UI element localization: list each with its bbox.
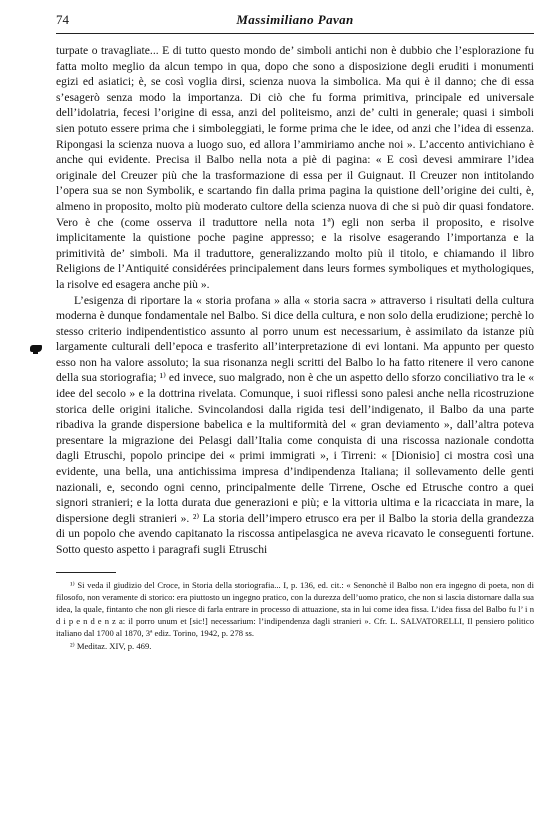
paragraph-continuation: turpate o travagliate... E di tutto questo mondo de’ simboli antichi non è dubbio che l’esplorazione fu fatta molto meglio da alcun tempo in qua, dopo che sono a disposizione degli eruditi i monumenti egizi ed asiatici; è, se così voglia dirsi, scienza nuova la simbolica. Ma qui è il danno; che di essa s’esagerò senza modo la importanza. Di ciò che fu forma primitiva, principale ed universale dell’idolatria, fecesi l’origine di essa, anzi del politeismo, anzi de’ culti in generale; quasi i simboli sien potuto essere prima che i simboleggiati, le forme prima che le idee, od anzi che l’idea di essenza. Ripongasi la scienza nuova a luogo suo, ed allora l’ammiriamo anche noi ». L’accento antivichiano è anche qui evidente. Precisa il Balbo nella nota a piè di pagina: « E così devesi ammirare l’idea originale del Creuzer più che la trasformazione di essa per il Guignaut. Il Creuzer non intitolando l’opera sua se non Symbolik, e scartando fin dalla prima pagina la quistione dell’origine dei culti, è, almeno in proposito, molto più moderato cultore della scienza nuova di che si può dir quasi fondatore. Vero è che (come osserva il traduttore nella nota 1ª) egli non serba il proposito, e risolve implicitamente la quistione poche pagine appresso; e la risolve esagerando l’importanza e la primitività de’ simboli. Ma il traduttore, generalizzando molto più il titolo, e chiamando il libro Religions de l’Antiquité considérées principalement dans leurs formes symboliques et mythologiques, la risolve ed esagera anche più ». [56,44,534,291]
running-title: Massimiliano Pavan [236,12,354,27]
body-text [56,43,534,558]
page-number: 74 [56,12,69,27]
header-divider [56,33,534,34]
footnote-2: ²⁾ Meditaz. XIV, p. 469. [70,640,152,651]
footnotes [56,579,534,652]
margin-mark-icon [30,345,42,352]
footnote-1: ¹⁾ Si veda il giudizio del Croce, in Storia della storiografia... I, p. 136, ed. cit.: « Senonchè il Balbo non era ingegno di poeta, non di filosofo, non veramente di storico: era piuttosto un ingegno pratico, con la durezza dell’uomo pratico, che non si lascia distornare dalla sua idea, la quale, fintanto che non gli riesce di farla entrare in processo di attuazione, sta in lui come idea fissa. L’idea fissa del Balbo fu l’ i n d i p e n d e n z a: il porro unum et [sic!] necessarium: l’indipendenza dagli stranieri ». Cfr. L. SALVATORELLI, Il pensiero politico italiano dal 1700 al 1870, 3ª ediz. Torino, 1942, p. 278 ss. [56,579,534,639]
paragraph: L’esigenza di riportare la « storia profana » alla « storia sacra » attraverso i risultati della cultura moderna è dunque fondamentale nel Balbo. Si dice della cultura, e non solo della erudizione; perchè lo stesso criterio indipendentistico assunto al porro unum est necessarium, è assimilato da istanze più largamente culturali dell’epoca e trasferito all’interpretazione di evi lontani. Ma appunto per questo esso non ha valore assoluto; la sua risonanza negli scritti del Balbo lo ha fatto ritenere il vero canone della sua storiografia; ¹⁾ ed invece, suo malgrado, non è che un aspetto dello sforzo conciliativo tra le « idee del secolo » e la dottrina rivelata. Comunque, i suoi riflessi sono palesi anche nella ricostruzione storica delle origini italiche. Svincolandosi dalla rigida tesi dell’indigenato, il Balbo da una parte ribadiva la grande dispersione babelica e la multiformità del « gran deviamento », dall’altra poteva presentare la migrazione dei Pelasgi dall’Italia come conquista di una riscossa nazionale condotta dagli Etruschi, popolo principe dei « primi immigrati », i Tirreni: « [Dionisio] ci mostra così una evidente, una bella, una antichissima impresa d’indipendenza Italiana; il sollevamento delle genti nazionali, e, secondo ogni cenno, principalmente delle Tirrene, Osche ed Etrusche contro a quei signori stranieri; e la lotta durata due generazioni e più; e la vittoria ultima e la ricacciata in mare, la dispersione degli stranieri ». ²⁾ La storia dell’impero etrusco era per il Balbo la storia della grandezza di un popolo che avendo capitanato la riscossa antipelasgica ne aveva ricavato le conseguenti fortune. Sotto questo aspetto i paragrafi sugli Etruschi [56,293,534,556]
footnote-divider [56,572,116,573]
page-header [56,12,534,32]
document-page [56,12,534,652]
